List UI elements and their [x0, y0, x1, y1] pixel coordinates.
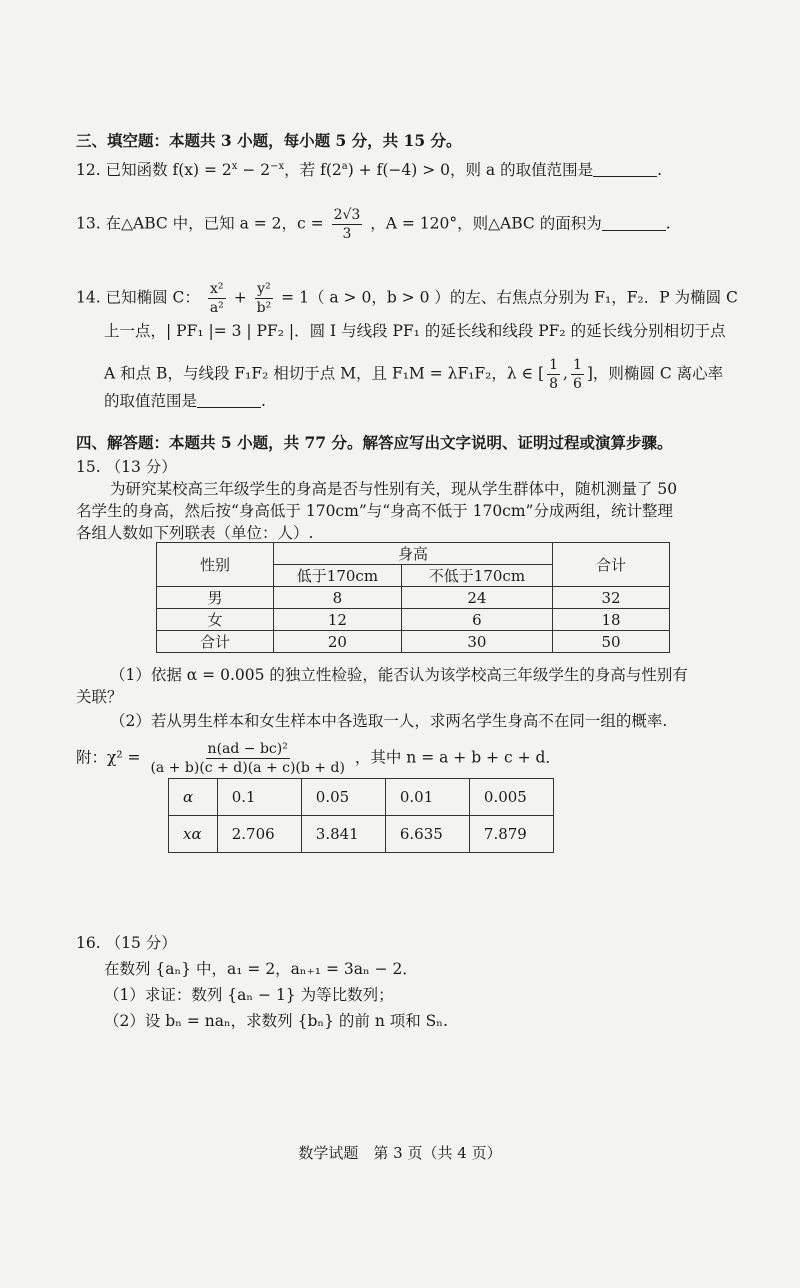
- formula-text: 附：χ² =: [76, 748, 141, 767]
- fraction-denominator: b²: [256, 300, 272, 316]
- q14-text: 14. 已知椭圆 C：: [76, 288, 200, 307]
- q12-sup: −x: [270, 161, 285, 172]
- q16-number: 16. （15 分）: [76, 934, 177, 952]
- table-cell: 6.635: [385, 816, 469, 853]
- table-cell: α: [169, 779, 218, 816]
- q13-text: ，A = 120°，则△ABC 的面积为: [370, 214, 602, 233]
- table-cell: 18: [553, 609, 670, 631]
- q12-text: ) + f(−4) > 0，则 a 的取值范围是: [347, 161, 594, 180]
- answer-blank[interactable]: [602, 216, 666, 231]
- table-row: [157, 587, 670, 609]
- question-13: [76, 206, 671, 243]
- q12-sup: x: [231, 161, 238, 172]
- q14-lambda-high: [571, 356, 584, 393]
- fraction-denominator: 3: [342, 226, 352, 242]
- q15-part2: （2）若从男生样本和女生样本中各选取一人，求两名学生身高不在同一组的概率.: [110, 712, 668, 730]
- table-cell: 32: [553, 587, 670, 609]
- table-cell: 0.005: [469, 779, 553, 816]
- page-footer: 数学试题 第 3 页（共 4 页）: [298, 1144, 502, 1162]
- table-cell: 7.879: [469, 816, 553, 853]
- q12-text: 12. 已知函数 f(x) = 2: [76, 161, 232, 180]
- table-cell: 20: [274, 631, 402, 653]
- formula-fraction: [148, 740, 346, 777]
- q14-plus: +: [233, 288, 247, 307]
- table-cell: 24: [401, 587, 552, 609]
- question-14-line2: 上一点，| PF₁ |= 3 | PF₂ |．圆 I 与线段 PF₁ 的延长线和线段 PF₂ 的延长线分别相切于点: [104, 322, 726, 340]
- table-cell: xα: [169, 816, 218, 853]
- table-cell: 合计: [157, 631, 274, 653]
- q14-text: ]，则椭圆 C 离心率: [586, 364, 724, 383]
- fraction-numerator: n(ad − bc)²: [207, 741, 288, 757]
- q14-text: = 1（ a > 0，b > 0 ）的左、右焦点分别为 F₁，F₂．P 为椭圆 C: [281, 288, 738, 307]
- fraction-numerator: 1: [572, 357, 582, 373]
- q12-text: − 2: [237, 161, 271, 180]
- table-cell: 12: [274, 609, 402, 631]
- table-header: 不低于170cm: [401, 565, 552, 587]
- q16-text: 在数列 {aₙ} 中，a₁ = 2，aₙ₊₁ = 3aₙ − 2．: [104, 960, 418, 978]
- table-cell: 0.05: [301, 779, 385, 816]
- question-14-line3: [104, 356, 723, 393]
- q14-comma: ,: [563, 364, 568, 383]
- table-row: [157, 609, 670, 631]
- question-14-line4: [104, 390, 266, 412]
- q13-fraction: [332, 206, 363, 243]
- q12-sup: a: [341, 161, 348, 172]
- q15-para: 为研究某校高三年级学生的身高是否与性别有关，现从学生群体中，随机测量了 50: [110, 480, 678, 498]
- table-row: [157, 631, 670, 653]
- contingency-table: [156, 542, 670, 653]
- section4-heading: 四、解答题：本题共 5 小题，共 77 分。解答应写出文字说明、证明过程或演算步骤。: [76, 433, 673, 452]
- q15-para: 名学生的身高，然后按“身高低于 170cm”与“身高不低于 170cm”分成两组，统计整理: [76, 502, 673, 520]
- q15-para: 各组人数如下列联表（单位：人）.: [76, 524, 314, 542]
- section3-heading: 三、填空题：本题共 3 小题，每小题 5 分，共 15 分。: [76, 131, 462, 150]
- answer-blank[interactable]: [197, 393, 261, 408]
- question-12: [76, 156, 662, 181]
- fraction-denominator: a²: [209, 300, 224, 316]
- fraction-denominator: 8: [549, 376, 559, 392]
- table-cell: 0.1: [217, 779, 301, 816]
- q14-text: 的取值范围是: [104, 392, 198, 410]
- table-header: 合计: [553, 543, 670, 587]
- q16-part1: （1）求证：数列 {aₙ − 1} 为等比数列；: [104, 986, 394, 1004]
- fraction-denominator: 6: [572, 376, 582, 392]
- table-header: 低于170cm: [274, 565, 402, 587]
- fraction-numerator: 2√3: [333, 207, 361, 223]
- q14-lambda-low: [547, 356, 560, 393]
- q14-end: .: [261, 392, 266, 410]
- table-cell: 8: [274, 587, 402, 609]
- table-cell: 3.841: [301, 816, 385, 853]
- q13-text: 13. 在△ABC 中，已知 a = 2，c =: [76, 214, 324, 233]
- fraction-numerator: x²: [210, 281, 224, 297]
- table-cell: 6: [401, 609, 552, 631]
- q13-end: .: [665, 214, 671, 233]
- fraction-numerator: 1: [549, 357, 559, 373]
- q15-number: 15. （13 分）: [76, 458, 177, 476]
- table-header: 身高: [274, 543, 553, 565]
- q12-text: ，若 f(2: [284, 161, 342, 180]
- table-cell: 女: [157, 609, 274, 631]
- q14-text: A 和点 B，与线段 F₁F₂ 相切于点 M，且 F₁M = λF₁F₂，λ ∈ [: [104, 364, 545, 383]
- q15-part1: （1）依据 α = 0.005 的独立性检验，能否认为该学校高三年级学生的身高与性别有: [110, 666, 688, 684]
- table-row: [169, 816, 554, 853]
- formula-text: ，其中 n = a + b + c + d．: [354, 748, 561, 767]
- fraction-denominator: (a + b)(c + d)(a + c)(b + d): [150, 760, 345, 776]
- table-cell: 0.01: [385, 779, 469, 816]
- q12-end: .: [657, 161, 663, 180]
- chi-square-formula: [76, 740, 561, 777]
- table-cell: 男: [157, 587, 274, 609]
- answer-blank[interactable]: [593, 162, 657, 177]
- critical-value-table: [168, 778, 554, 853]
- table-cell: 50: [553, 631, 670, 653]
- table-cell: 30: [401, 631, 552, 653]
- question-14-line1: [76, 280, 738, 317]
- fraction-numerator: y²: [257, 281, 271, 297]
- table-header: 性别: [157, 543, 274, 587]
- q14-fraction-x: [208, 280, 226, 317]
- q16-part2: （2）设 bₙ = naₙ，求数列 {bₙ} 的前 n 项和 Sₙ.: [104, 1012, 448, 1030]
- q15-part1: 关联？: [76, 688, 123, 706]
- table-row: [169, 779, 554, 816]
- table-cell: 2.706: [217, 816, 301, 853]
- q14-fraction-y: [255, 280, 274, 317]
